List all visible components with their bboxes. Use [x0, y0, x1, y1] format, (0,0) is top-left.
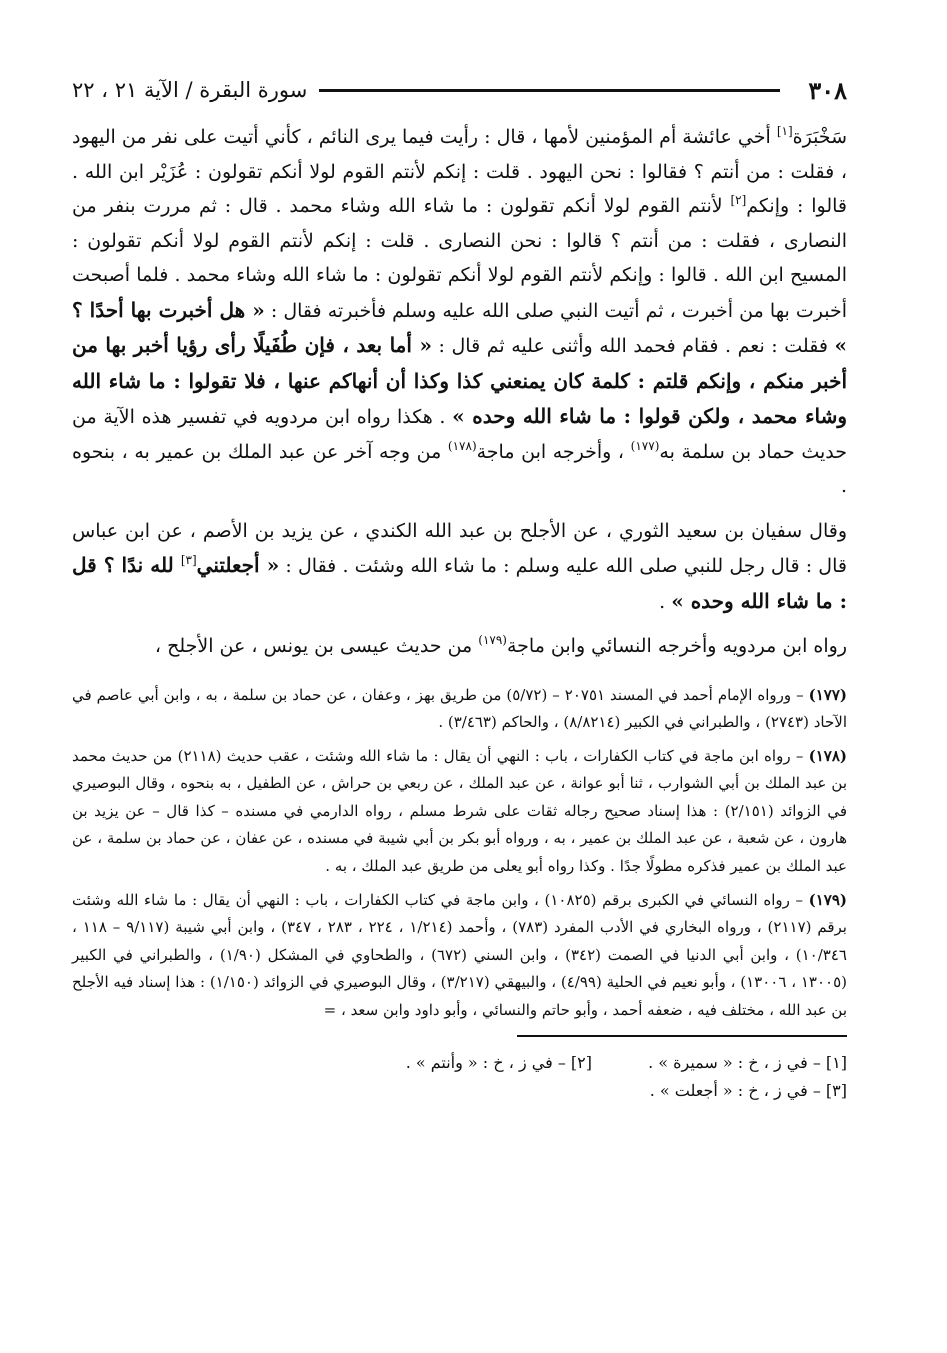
footnote-text: – ورواه الإمام أحمد في المسند ٢٠٧٥١ – (٥/٧٢) من طريق بهز ، وعفان ، عن حماد بن سلمة ، به ، وابن أبي عاصم في الآحاد (٢٧٤٣) ، والطبراني في الكبير (٨/٨٢١٤) ، والحاكم (٣/٤٦٣) . — [72, 685, 847, 732]
variant-row — [72, 1049, 847, 1077]
text-run: وقال سفيان بن سعيد الثوري ، عن الأجلح بن عبد الله الكندي ، عن يزيد بن الأصم ، عن ابن عباس قال : قال رجل للنبي صلى الله عليه وسلم : ما شاء الله وشئت . فقال : — [72, 519, 847, 577]
text-run: لأنتم القوم لولا أنكم تقولون : ما شاء الله وشاء محمد . قال : ثم مررت بنفر من النصارى ، فقلت : من أنتم ؟ قالوا : نحن النصارى . قلت : إنكم لأنتم القوم لولا أنكم تقولون : المسيح ابن الله . قالوا : وإنكم لأنتم القوم لولا أنكم تقولون : ما شاء الله وشاء محمد . فلما أصبحت أخبرت بها من أخبرت ، ثم أتيت النبي صلى الله عليه وسلم فأخبرته فقال : — [72, 195, 847, 322]
footnote-178 — [72, 743, 847, 881]
footnote-number: (١٧٩) — [808, 890, 847, 909]
text-run: ، وأخرجه ابن ماجة — [476, 440, 631, 463]
variant-ref-1: [١] — [776, 124, 793, 138]
footnote-number: (١٧٨) — [808, 746, 847, 765]
text-run: . هكذا رواه ابن مردويه في تفسير هذه الآية من حديث حماد بن سلمة به — [72, 406, 847, 463]
footnote-ref-177[interactable]: (١٧٧) — [630, 438, 660, 453]
surah-title: سورة البقرة / الآية ٢١ ، ٢٢ — [72, 78, 308, 102]
footnote-177 — [72, 682, 847, 737]
paragraph-2 — [72, 514, 847, 620]
manuscript-variants — [72, 1049, 847, 1105]
text-run: من حديث عيسى بن يونس ، عن الأجلح ، — [154, 635, 479, 657]
variant-note-1: [١] – في ز ، خ : « سميرة » . — [648, 1052, 847, 1072]
footnote-text: – رواه ابن ماجة في كتاب الكفارات ، باب : النهي أن يقال : ما شاء الله وشئت ، عقب حديث (٢١١٨) من حديث محمد بن عبد الملك بن أبي الشوارب ، ثنا أبو عوانة ، عن عبد الملك ، عن ربعي بن حراش ، عن الطفيل ، به بنحوه ، وقال البوصيري في الزوائد (٢/١٥١) : هذا إسناد صحيح رجاله ثقات على شرط مسلم ، رواه الدارمي في مسنده – كذا قال – عن يزيد بن هارون ، عن شعبة ، عن عبد الملك بن عمير ، به ، ورواه أبو بكر بن أبي شيبة في مسنده ، عن عفان ، عن حماد بن سلمة ، عن عبد الملك بن عمير فذكره مطولًا جدًا . وكذا رواه أبو يعلى من طريق عبد الملك ، به . — [72, 746, 847, 876]
footnote-text: – رواه النسائي في الكبرى برقم (١٠٨٢٥) ، وابن ماجة في كتاب الكفارات ، باب : النهي أن يقال : ما شاء الله وشئت برقم (٢١١٧) ، ورواه البخاري في الأدب المفرد (٧٨٣) ، وأحمد (١/٢١٤ ، ٢٢٤ ، ٢٨٣ ، ٣٤٧) ، وابن أبي شيبة (٩/١١٧ – ١١٨ ، ١٠/٣٤٦) ، وابن أبي الدنيا في الصمت (٣٤٢) ، وابن السني (٦٧٢) ، والطحاوي في المشكل (١/٩٠) ، والطبراني في الكبير (١٣٠٠٥ ، ١٣٠٠٦) ، وأبو نعيم في الحلية (٤/٩٩) ، والبيهقي (٣/٢١٧) ، وقال البوصيري في الزوائد (١/١٥٠) : هذا إسناد فيه الأجلح بن عبد الله ، مختلف فيه ، ضعفه أحمد ، وأبو حاتم والنسائي ، وأبو داود وابن سعد ، — [72, 890, 847, 1020]
paragraph-1 — [72, 120, 847, 504]
text-run: من وجه آخر عن عبد الملك بن عمير به ، بنحوه . — [72, 440, 847, 497]
variant-ref-2: [٢] — [730, 193, 747, 207]
variant-note-2: [٢] – في ز ، خ : « وأنتم » . — [405, 1052, 592, 1072]
text-run: فقلت : نعم . فقام فحمد الله وأثنى عليه ثم قال : — [431, 335, 835, 357]
continuation-mark: = — [323, 1001, 341, 1020]
footnotes — [72, 682, 847, 1025]
paragraph-3 — [72, 629, 847, 664]
hadith-quote: « هل أخبرت بها أحدًا ؟ » — [72, 297, 847, 357]
text-run: . — [659, 590, 672, 613]
hadith-quote: لله ندًا ؟ قل : ما شاء الله وحده » — [72, 553, 847, 613]
text-run: سَخْبَرَة — [792, 126, 847, 148]
footnote-number: (١٧٧) — [808, 685, 848, 704]
footnote-ref-179[interactable]: (١٧٩) — [478, 633, 507, 647]
footnote-ref-178[interactable]: (١٧٨) — [447, 438, 477, 453]
hadith-quote: « أما بعد ، فإن طُفَيلًا رأى رؤيا أخبر بها من أخبر منكم ، وإنكم قلتم : كلمة كان يمنعني كذا وكذا أن أنهاكم عنها ، فلا تقولوا : ما شاء الله وشاء محمد ، ولكن قولوا : ما شاء الله وحده » — [72, 333, 848, 428]
hadith-quote: « أجعلتني — [196, 553, 280, 577]
variant-row — [72, 1077, 847, 1105]
page-number: ٣٠٨ — [808, 75, 847, 105]
main-text — [72, 120, 847, 664]
text-run: رواه ابن مردويه وأخرجه النسائي وابن ماجة — [506, 635, 847, 657]
book-page — [72, 70, 847, 1333]
footnote-179 — [72, 887, 847, 1025]
variant-ref-3: [٣] — [180, 553, 197, 567]
page-header — [72, 70, 847, 110]
text-run: أخي عائشة أم المؤمنين لأمها ، قال : رأيت فيما يرى النائم ، كأني أتيت على نفر من اليهود ، فقلت : من أنتم ؟ فقالوا : نحن اليهود . قلت : إنكم لأنتم القوم لولا أنكم تقولون : عُزَيْر ابن الله . قالوا : وإنكم — [72, 126, 847, 217]
header-rule — [319, 89, 780, 92]
variant-note-3: [٣] – في ز ، خ : « أجعلت » . — [649, 1080, 847, 1100]
footnote-separator — [517, 1035, 847, 1037]
